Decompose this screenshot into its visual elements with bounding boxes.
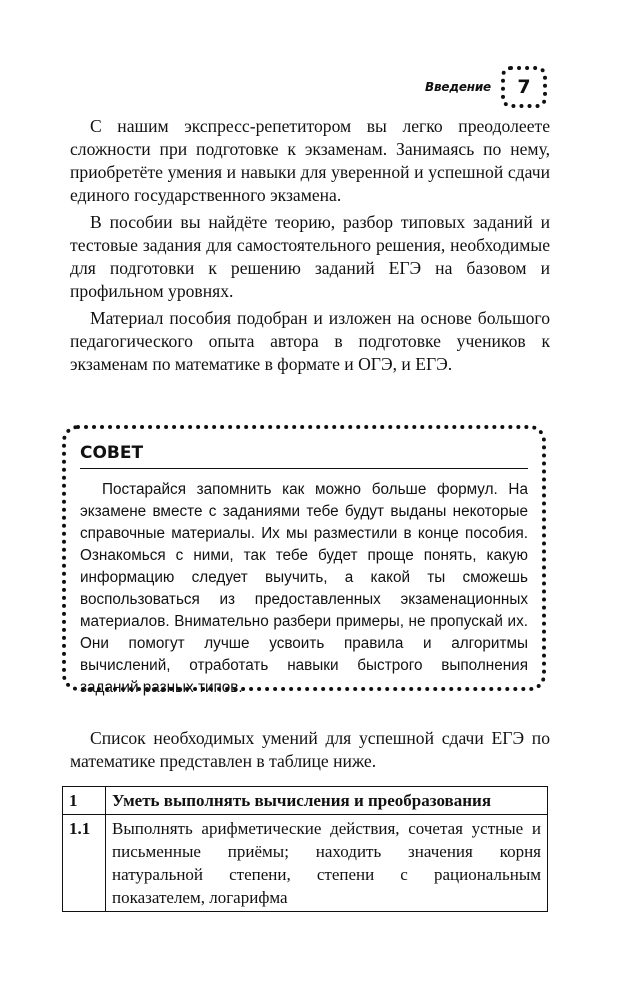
- table-cell-text: Уметь выполнять вычисления и преобразования: [106, 787, 548, 815]
- table-cell-num: 1.1: [63, 815, 106, 912]
- page-number: 7: [517, 76, 531, 98]
- intro-paragraph: В пособии вы найдёте теорию, разбор типовых заданий и тестовые задания для самостоятельного решения, необходимые для подготовки к решению заданий ЕГЭ на базовом и профильном уровнях.: [70, 212, 550, 301]
- skills-table: [62, 786, 548, 912]
- section-title: Введение: [425, 80, 491, 94]
- intro-paragraph: С нашим экспресс-репетитором вы легко преодолеете сложности при подготовке к экзаменам. Занимаясь по нему, приобретёте умения и навыки для уверенной и успешной сдачи единого государственного экзамена.: [70, 116, 550, 205]
- page-header: [425, 66, 547, 108]
- page-number-badge: [501, 66, 547, 108]
- intro-text: [70, 115, 550, 380]
- table-cell-num: 1: [63, 787, 106, 815]
- table-row: [63, 815, 548, 912]
- intro-paragraph: Материал пособия подобран и изложен на основе большого педагогического опыта автора в подготовке учеников к экзаменам по математике в формате и ОГЭ, и ЕГЭ.: [70, 308, 550, 374]
- tip-box: [62, 425, 546, 696]
- list-intro: Список необходимых умений для успешной сдачи ЕГЭ по математике представлен в таблице ниже.: [70, 728, 550, 771]
- tip-text: Постарайся запомнить как можно больше формул. На экзамене вместе с заданиями тебе будут выданы некоторые справочные материалы. Их мы разместили в конце пособия. Ознакомься с ними, так тебе будет проще понять, какую информацию следует выучить, а какой ты сможешь воспользоваться из предоставленных экзаменационных материалов. Внимательно разбери примеры, не пропускай их. Они помогут лучше усвоить правила и алгоритмы вычислений, отработать навыки быстрого выполнения заданий разных типов.: [80, 481, 528, 696]
- table-row: [63, 787, 548, 815]
- table-cell-text: Выполнять арифметические действия, сочетая устные и письменные приёмы; находить значения корня натуральной степени, степени с рациональным показателем, логарифма: [106, 815, 548, 912]
- tip-title: СОВЕТ: [80, 443, 528, 469]
